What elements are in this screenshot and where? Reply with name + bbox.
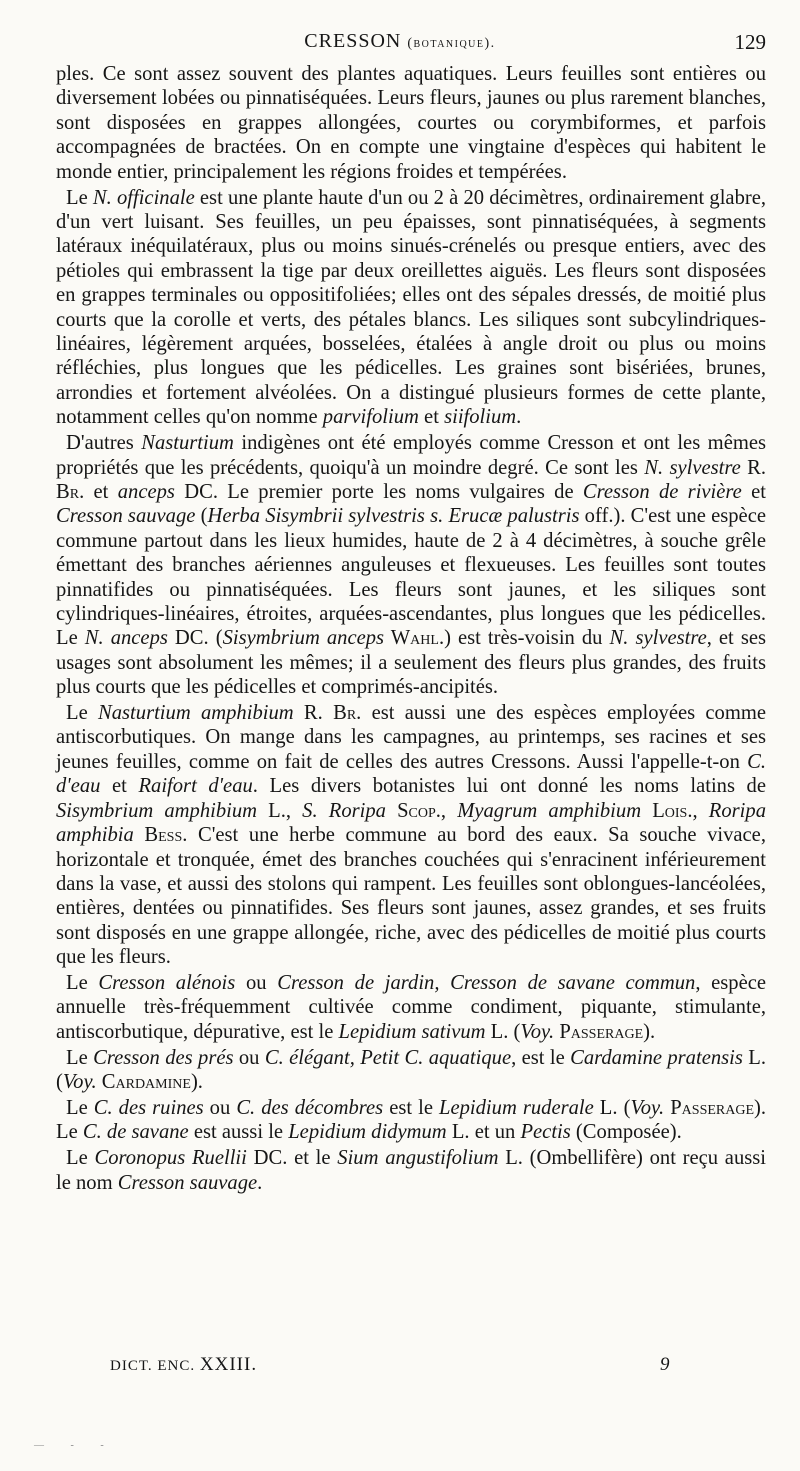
text-run: , [692,799,709,822]
italic-run: Voy. [62,1071,97,1094]
text-run: Le [66,1097,94,1120]
smallcaps-run: Br. [333,702,362,725]
text-run: Le [66,1046,94,1069]
text-run: D'autres [66,432,142,455]
page-number: 129 [734,30,766,54]
italic-run: N. sylvestre [609,627,707,650]
paragraph-2 [56,186,766,430]
text-run: ou [203,1097,237,1120]
text-run: DC. Le premier porte les noms vulgaires de [174,480,583,503]
paragraph-1 [56,62,766,184]
paragraph-8 [56,1146,766,1195]
italic-run: C. des décombres [236,1097,384,1120]
italic-run: Herba Sisymbrii sylvestris s. Erucæ palustris [207,505,580,528]
italic-run: Coronopus Ruellii [94,1147,247,1170]
smallcaps-run: Passerage [664,1097,755,1120]
text-run: R. [740,456,766,479]
text-run: L. ( [485,1020,521,1043]
text-run: est aussi le [188,1121,289,1144]
text-run: L. (Ombellifère) ont reçu aussi le nom [56,1147,766,1194]
italic-run: Cresson des prés [93,1046,234,1069]
text-run: . [516,406,522,429]
italic-run: Nasturtium [141,432,234,455]
text-run: L., [257,799,303,822]
text-run: ). Le [56,1097,767,1144]
paragraph-3 [56,431,766,699]
italic-run: Sisymbrium amphibium [56,799,258,822]
text-run: L. ( [56,1046,766,1094]
italic-run: Cresson alénois [98,972,236,995]
text-run: et [741,480,766,503]
signature-mark: 9 [660,1354,670,1375]
text-run: , espèce annuelle très-fréquemment cultivée comme condiment, piquante, stimulante, antiscorbutique, dépurative, est le [56,972,767,1043]
paragraph-5 [56,971,766,1044]
italic-run: C. de savane [82,1121,189,1144]
italic-run: C. des ruines [93,1097,204,1120]
text-run: et [84,480,118,503]
text-run: Le [66,186,93,209]
running-title-sub: (botanique). [407,36,496,51]
text-run: indigènes ont été employés comme Cresson et ont les mêmes propriétés que les précédents, quoiqu'à un moindre degré. Ce sont les [56,432,767,479]
smallcaps-run: Scop. [385,799,441,822]
body-text [56,62,766,1197]
italic-run: siifolium [444,406,517,429]
text-run: ) est très-voisin du [444,627,610,650]
smallcaps-run: Bess. [133,824,188,847]
text-run: , est le [511,1046,571,1069]
italic-run: Cresson sauvage [117,1171,258,1194]
italic-run: Sium angustifolium [337,1147,499,1170]
text-run: est une plante haute d'un ou 2 à 20 décimètres, ordinairement glabre, d'un vert luisant. Ses feuilles, un peu épaisses, sont pinnatiséquées, à segments latéraux inéquilatéraux, plus ou moins sinués-crénelés ou presque entiers, avec des pétioles qui embrassent la tige par deux oreillettes aiguës. Les fleurs sont disposées en grappes terminales ou oppositifoliées; elles ont des sépales dressés, de moitié plus courts que la corolle et verts, des pétales blancs. Les siliques sont subcylindriques-linéaires, légèrement arquées, bosselées, étalées à angle droit ou plus ou moins réfléchies, plus longues que les pédicelles. Les graines sont bisériées, brunes, arrondies et fortement alvéolées. On a distingué plusieurs formes de cette plante, notamment celles qu'on nomme [56,186,767,429]
italic-run: Raifort d'eau [138,775,253,798]
smallcaps-run: Cardamine [96,1071,191,1094]
text-run: est aussi une des espèces employées comme antiscorbutiques. On mange dans les campagnes, au printemps, ses racines et ses jeunes feuilles, comme on fait de celles des autres Cressons. Aussi l'appelle-t-on [56,702,767,773]
text-run: ( [195,505,208,528]
italic-run: Myagrum amphibium [457,799,642,822]
text-run: . [257,1171,263,1194]
italic-run: Roripa amphibia [56,799,766,847]
text-run: (Composée). [570,1121,682,1144]
text-run: C'est une herbe commune au bord des eaux. Sa souche vivace, horizontale et tronquée, émet des branches couchées qui s'enracinent inférieurement dans la vase, et aussi des stolons qui rampent. Les feuilles sont oblongues-lancéolées, entières, dentées ou pinnatifides. Ses fleurs sont jaunes, assez grandes, et ses fruits sont disposés en une grappe allongée, riche, avec des pédicelles de moitié plus courts que les fleurs. [56,824,766,969]
italic-run: S. Roripa [302,799,386,822]
paragraph-4 [56,701,766,969]
footer-reference [110,1354,257,1376]
italic-run: Lepidium ruderale [439,1097,594,1120]
page-footer [0,1354,800,1384]
text-run: ). [643,1020,656,1043]
footer-label: DICT. ENC. [110,1358,196,1374]
italic-run: Cresson sauvage [56,505,196,528]
smallcaps-run: Wahl. [384,627,445,650]
text-run: R. [293,702,334,725]
italic-run: Cresson de rivière [582,480,742,503]
text-run: Le [66,1147,95,1170]
text-run: et [418,406,445,429]
running-title [0,30,800,53]
smallcaps-run: Passerage [554,1020,644,1043]
footer-volume: XXIII. [199,1354,258,1375]
text-run: et [100,775,139,798]
italic-run: parvifolium [322,406,419,429]
text-run: ). [190,1071,203,1094]
text-run: L. et un [446,1121,521,1144]
italic-run: C. élégant, Petit C. aquatique [264,1046,512,1069]
italic-run: Cardamine pratensis [570,1046,743,1069]
text-run: . Les divers botanistes lui ont donné les noms latins de [252,775,766,798]
italic-run: N. sylvestre [644,456,741,479]
italic-run: anceps [117,480,175,503]
text-run: ou [235,972,278,995]
paragraph-7 [56,1096,766,1145]
italic-run: Nasturtium amphibium [98,702,294,725]
scan-marks: — - - [34,1440,116,1451]
text-run: Le [66,972,99,995]
smallcaps-run: Br. [56,480,85,503]
italic-run: Lepidium didymum [288,1121,447,1144]
italic-run: C. d'eau [56,750,766,798]
text-run: DC. ( [167,627,223,650]
smallcaps-run: Lois. [641,799,693,822]
text-run: off.). C'est une espèce commune partout dans les lieux humides, haute de 2 à 4 décimètres, à souche grêle émettant des branches aériennes anguleuses et flexueuses. Les feuilles sont toutes pinnatifides ou pinnatiséquées. Les fleurs sont jaunes, et les siliques sont cylindriques-linéaires, étroites, arquées-ascendantes, plus longues que les pédicelles. Le [56,505,766,650]
italic-run: Sisymbrium anceps [222,627,385,650]
text-run: est le [383,1097,440,1120]
italic-run: Pectis [520,1121,571,1144]
italic-run: Cresson de jardin, Cresson de savane commun [277,972,696,995]
text-run: , et ses usages sont absolument les mêmes; il a seulement des fleurs plus grandes, des fruits plus courts que les pédicelles et comprimés-ancipités. [56,627,766,699]
text-run: DC. et le [246,1147,338,1170]
italic-run: N. anceps [84,627,168,650]
italic-run: Voy. [630,1097,665,1120]
text-run: Le [66,702,98,725]
italic-run: Voy. [520,1020,555,1043]
text-run: ou [233,1046,265,1069]
italic-run: N. officinale [92,186,195,209]
running-title-main: CRESSON [304,30,402,52]
text-run: ples. Ce sont assez souvent des plantes aquatiques. Leurs feuilles sont entières ou diversement lobées ou pinnatiséquées. Leurs fleurs, jaunes ou plus rarement blanches, sont disposées en grappes allongées, courtes ou corymbiformes, et parfois accompagnées de bractées. On en compte une vingtaine d'espèces qui habitent le monde entier, principalement les régions froides et tempérées. [56,63,766,183]
paragraph-6 [56,1046,766,1095]
text-run: , [440,799,458,822]
running-head [0,30,800,58]
text-run: L. ( [593,1097,631,1120]
italic-run: Lepidium sativum [338,1020,486,1043]
